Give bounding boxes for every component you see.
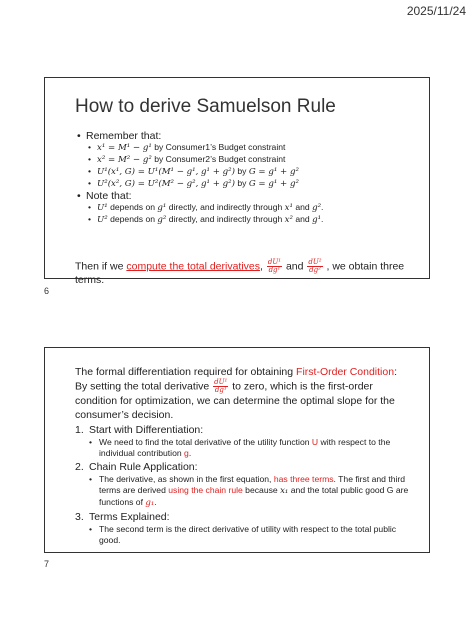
text: : By setting the total derivative (75, 366, 397, 393)
slide-6 (44, 77, 430, 286)
equation: g² (157, 215, 167, 225)
sub-bullet (77, 154, 422, 166)
highlight: using the chain rule (168, 485, 243, 495)
equation: U²(x², G) = U²(M² − g², g¹ + g²) (97, 179, 235, 189)
bullet-text: depends on (107, 202, 158, 212)
fraction-du1-dg1 (267, 259, 282, 274)
fraction-du1-dg1 (213, 379, 228, 394)
text: . The first and third terms are derived (99, 474, 406, 495)
link-compute[interactable]: compute the (126, 260, 188, 273)
step-2-detail (75, 474, 409, 509)
numerator: dU² (308, 258, 322, 266)
text: We need to find the total derivative of the utility function (99, 437, 312, 447)
equation: G = g¹ + g² (248, 179, 299, 189)
slide-title: How to derive Samuelson Rule (75, 96, 336, 117)
sub-bullet (77, 202, 422, 214)
denominator: dg¹ (214, 386, 227, 394)
equation: x¹ = M¹ − g¹ (97, 143, 152, 153)
equation: x² (284, 215, 293, 225)
text: and the total public good G are functions of (99, 485, 409, 507)
step-2 (75, 461, 409, 474)
text: The formal differentiation required for obtaining (75, 366, 297, 378)
bullet-text: . (321, 214, 324, 224)
bullet-remember: • Remember that: (77, 131, 422, 142)
step-title: Terms Explained: (89, 511, 170, 523)
equation: x₁ (280, 486, 289, 496)
bullet-list (77, 130, 422, 226)
step-3 (75, 511, 409, 524)
bullet-text: depends on (107, 214, 158, 224)
text: because (242, 485, 281, 495)
text: . (188, 448, 192, 458)
equation: x¹ (284, 203, 293, 213)
step-number: 1. (75, 424, 84, 436)
equation: G = g¹ + g² (248, 167, 299, 177)
equation: U¹(x¹, G) = U¹(M¹ − g¹, g¹ + g²) (97, 167, 235, 177)
bullet-text: directly, and indirectly through (166, 214, 285, 224)
equation: g² (312, 203, 322, 213)
equation: U² (97, 215, 108, 225)
step-title: Chain Rule Application: (89, 461, 198, 473)
denominator: dg² (309, 266, 321, 274)
bullet-text: and (292, 202, 313, 212)
text: The second term is the direct derivative of utility with respect to the total public good. (99, 524, 397, 545)
print-date: 2025/11/24 (406, 4, 466, 18)
sub-bullet (77, 214, 422, 226)
step-1-detail (75, 437, 409, 459)
denominator: dg¹ (268, 266, 281, 274)
text: , we obtain three terms. (75, 260, 405, 286)
text: with respect to the individual contribution (99, 437, 391, 458)
slide-body (75, 365, 409, 546)
numerator: dU¹ (267, 258, 282, 266)
text: to zero, which is the first-order condition for optimization, we can determine the optimal slope for the consumer’s decision. (75, 380, 395, 421)
equation: g¹ (312, 215, 322, 225)
bullet-text: by (234, 178, 249, 188)
fraction-du2-dg2 (307, 259, 322, 274)
numerator: dU¹ (214, 378, 228, 386)
equation: g¹ (157, 203, 167, 213)
bullet-text: by Consumer1’s Budget constraint (151, 142, 286, 152)
step-3-detail (75, 524, 409, 546)
bullet-text: . (321, 202, 324, 212)
text: and (283, 260, 307, 273)
step-title: Start with Differentiation: (89, 424, 204, 436)
text: Then if we (75, 260, 127, 273)
step-1 (75, 424, 409, 437)
bullet-text: by Consumer2’s Budget constraint (151, 154, 286, 164)
page-number: 6 (44, 286, 50, 296)
text: The derivative, as shown in the first equation, (99, 474, 274, 484)
slide-7 (44, 347, 430, 553)
sub-bullet (77, 166, 422, 178)
bullet-text: directly, and indirectly through (166, 202, 285, 212)
step-number: 3. (75, 511, 84, 523)
bullet-note: • Note that: (77, 191, 422, 202)
conclusion-text (75, 259, 415, 286)
equation: U¹ (97, 203, 108, 213)
sub-bullet (77, 178, 422, 190)
bullet-text: and (292, 214, 313, 224)
text: . (154, 497, 157, 507)
intro-paragraph (75, 365, 409, 422)
highlight: g (184, 448, 189, 458)
highlight: has three terms (273, 474, 334, 484)
bullet-text: by (234, 166, 249, 176)
sub-bullet (77, 142, 422, 154)
step-number: 2. (75, 461, 84, 473)
page-number: 7 (44, 559, 50, 569)
equation: x² = M² − g² (97, 155, 152, 165)
link-total-derivatives[interactable]: total derivatives (187, 260, 261, 273)
highlight: g₁ (145, 498, 155, 508)
highlight-foc: First-Order Condition (296, 366, 395, 378)
text: , (260, 260, 266, 273)
highlight: U (311, 437, 319, 447)
